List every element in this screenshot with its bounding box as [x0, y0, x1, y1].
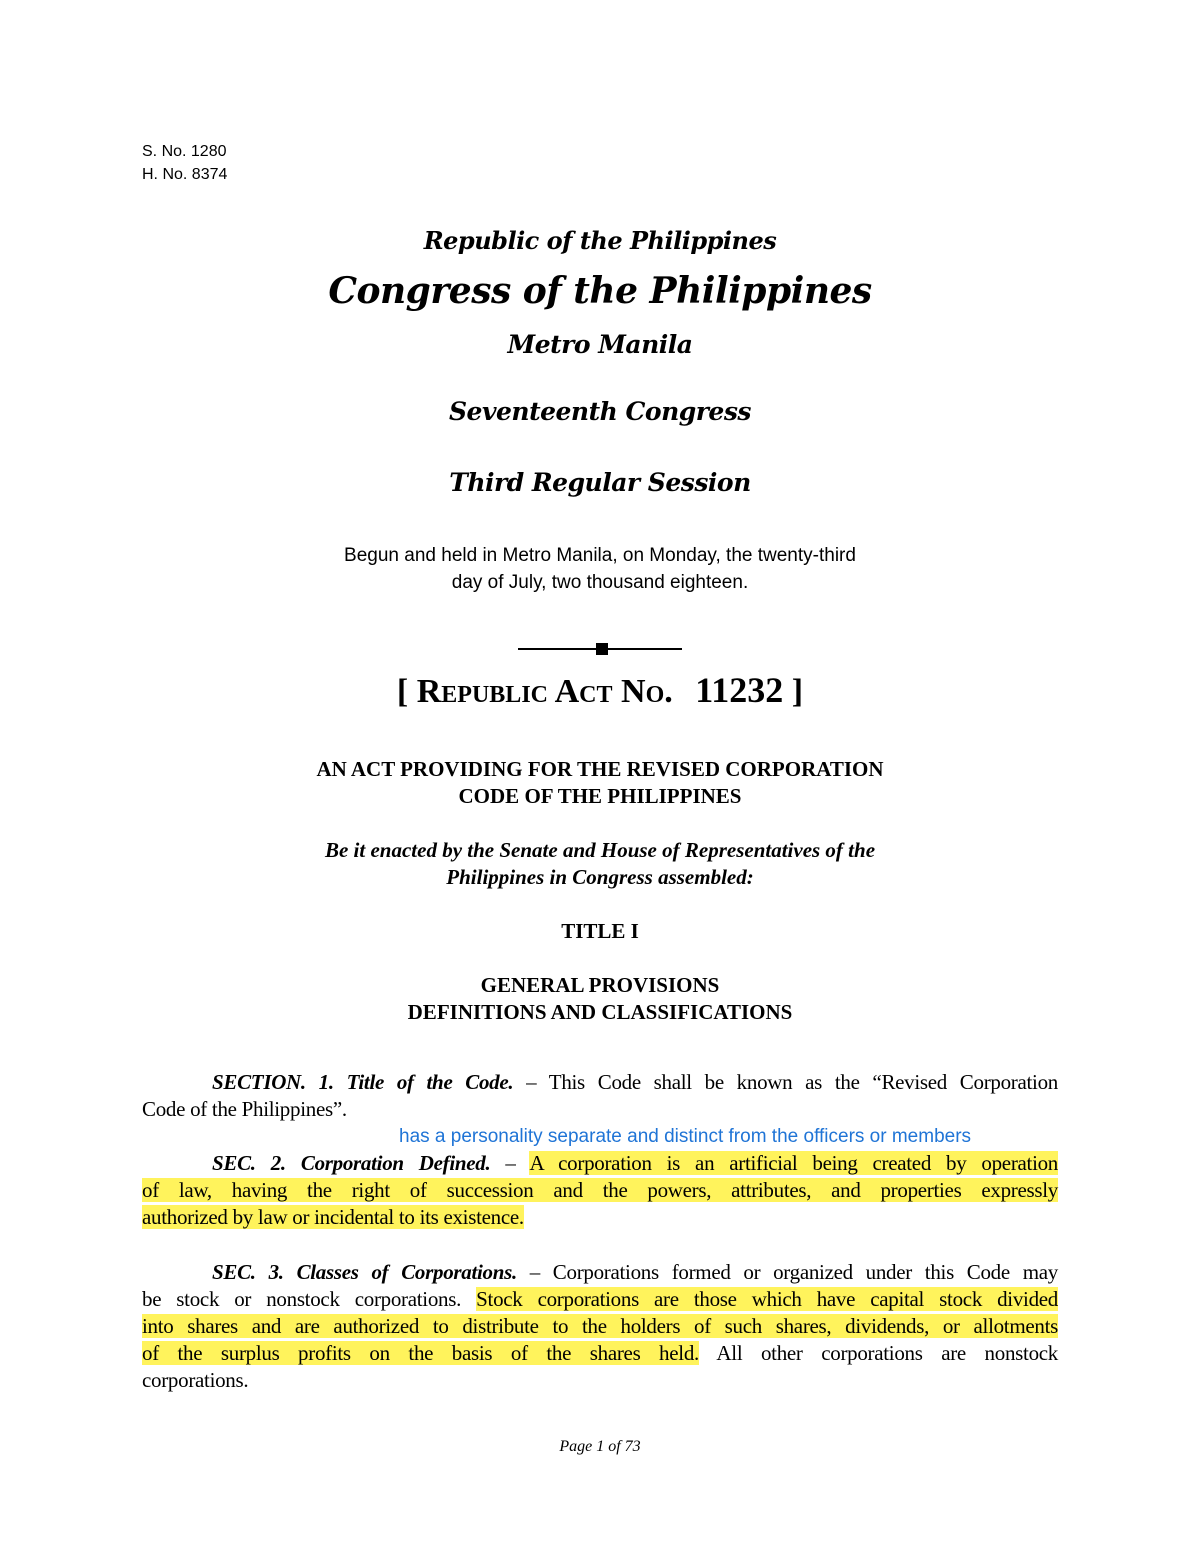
body-text: Code of the Philippines”. [142, 1097, 347, 1121]
bracket-open: [ [396, 673, 409, 710]
body-text-line [212, 1150, 1058, 1176]
house-bill-number: H. No. 8374 [142, 166, 228, 183]
title-subheading-2: DEFINITIONS AND CLASSIFICATIONS [407, 1000, 793, 1024]
body-text-line [212, 1259, 1058, 1285]
republic-heading: Republic of the Philippines [423, 226, 777, 255]
title-subheading-1: GENERAL PROVISIONS [480, 973, 720, 997]
handwritten-annotation: has a personality separate and distinct from the officers or members [399, 1126, 972, 1147]
section-heading: SECTION. 1. Title of the Code. [212, 1070, 514, 1094]
body-text-line [142, 1096, 1058, 1122]
congress-number-heading: Seventeenth Congress [449, 397, 751, 426]
body-text: – Corporations formed or organized under this Code may [516, 1260, 1058, 1284]
body-text-line [212, 1069, 1058, 1095]
body-text: – This Code shall be known as the “Revised Corporation [513, 1070, 1058, 1094]
act-label: Republic Act No. [416, 673, 673, 710]
senate-bill-number: S. No. 1280 [142, 143, 227, 160]
congress-heading: Congress of the Philippines [328, 270, 872, 312]
section-heading: SEC. 2. Corporation Defined. [212, 1151, 491, 1175]
body-text: corporations. [142, 1368, 249, 1392]
title-heading: TITLE I [561, 919, 639, 943]
body-text: be stock or nonstock corporations. [142, 1287, 477, 1311]
republic-act-number [0, 669, 1200, 711]
highlighted-text: into shares and are authorized to distribute to the holders of such shares, dividends, or allotments [142, 1314, 1058, 1338]
begun-line-2: day of July, two thousand eighteen. [451, 572, 749, 593]
enacting-clause-line-2: Philippines in Congress assembled: [446, 865, 754, 889]
enacting-clause-line-1: Be it enacted by the Senate and House of Representatives of the [324, 838, 876, 862]
act-number: 11232 [695, 670, 784, 710]
begun-line-1: Begun and held in Metro Manila, on Monday, the twenty-third [344, 545, 856, 566]
highlighted-text: of law, having the right of succession and the powers, attributes, and properties expressly [142, 1178, 1058, 1202]
body-text-line [142, 1177, 1058, 1203]
page-footer: Page 1 of 73 [559, 1438, 641, 1455]
highlighted-text: of the surplus profits on the basis of the shares held. [142, 1341, 699, 1365]
act-title-line-1: AN ACT PROVIDING FOR THE REVISED CORPORATION [316, 757, 884, 781]
body-text-line [142, 1286, 1058, 1312]
body-text: – [490, 1151, 530, 1175]
highlighted-text: authorized by law or incidental to its existence. [142, 1205, 524, 1229]
body-text-line [142, 1367, 1058, 1393]
separator-square-icon [596, 643, 608, 655]
body-text-line [142, 1204, 1058, 1230]
section-heading: SEC. 3. Classes of Corporations. [212, 1260, 517, 1284]
body-text-line [142, 1313, 1058, 1339]
highlighted-text: A corporation is an artificial being created by operation [529, 1151, 1058, 1175]
session-heading: Third Regular Session [449, 468, 751, 497]
bracket-close: ] [791, 673, 804, 710]
body-text-line [142, 1340, 1058, 1366]
act-title-line-2: CODE OF THE PHILIPPINES [458, 784, 742, 808]
highlighted-text: Stock corporations are those which have capital stock divided [476, 1287, 1058, 1311]
place-heading: Metro Manila [507, 330, 693, 359]
body-text: All other corporations are nonstock [698, 1341, 1058, 1365]
